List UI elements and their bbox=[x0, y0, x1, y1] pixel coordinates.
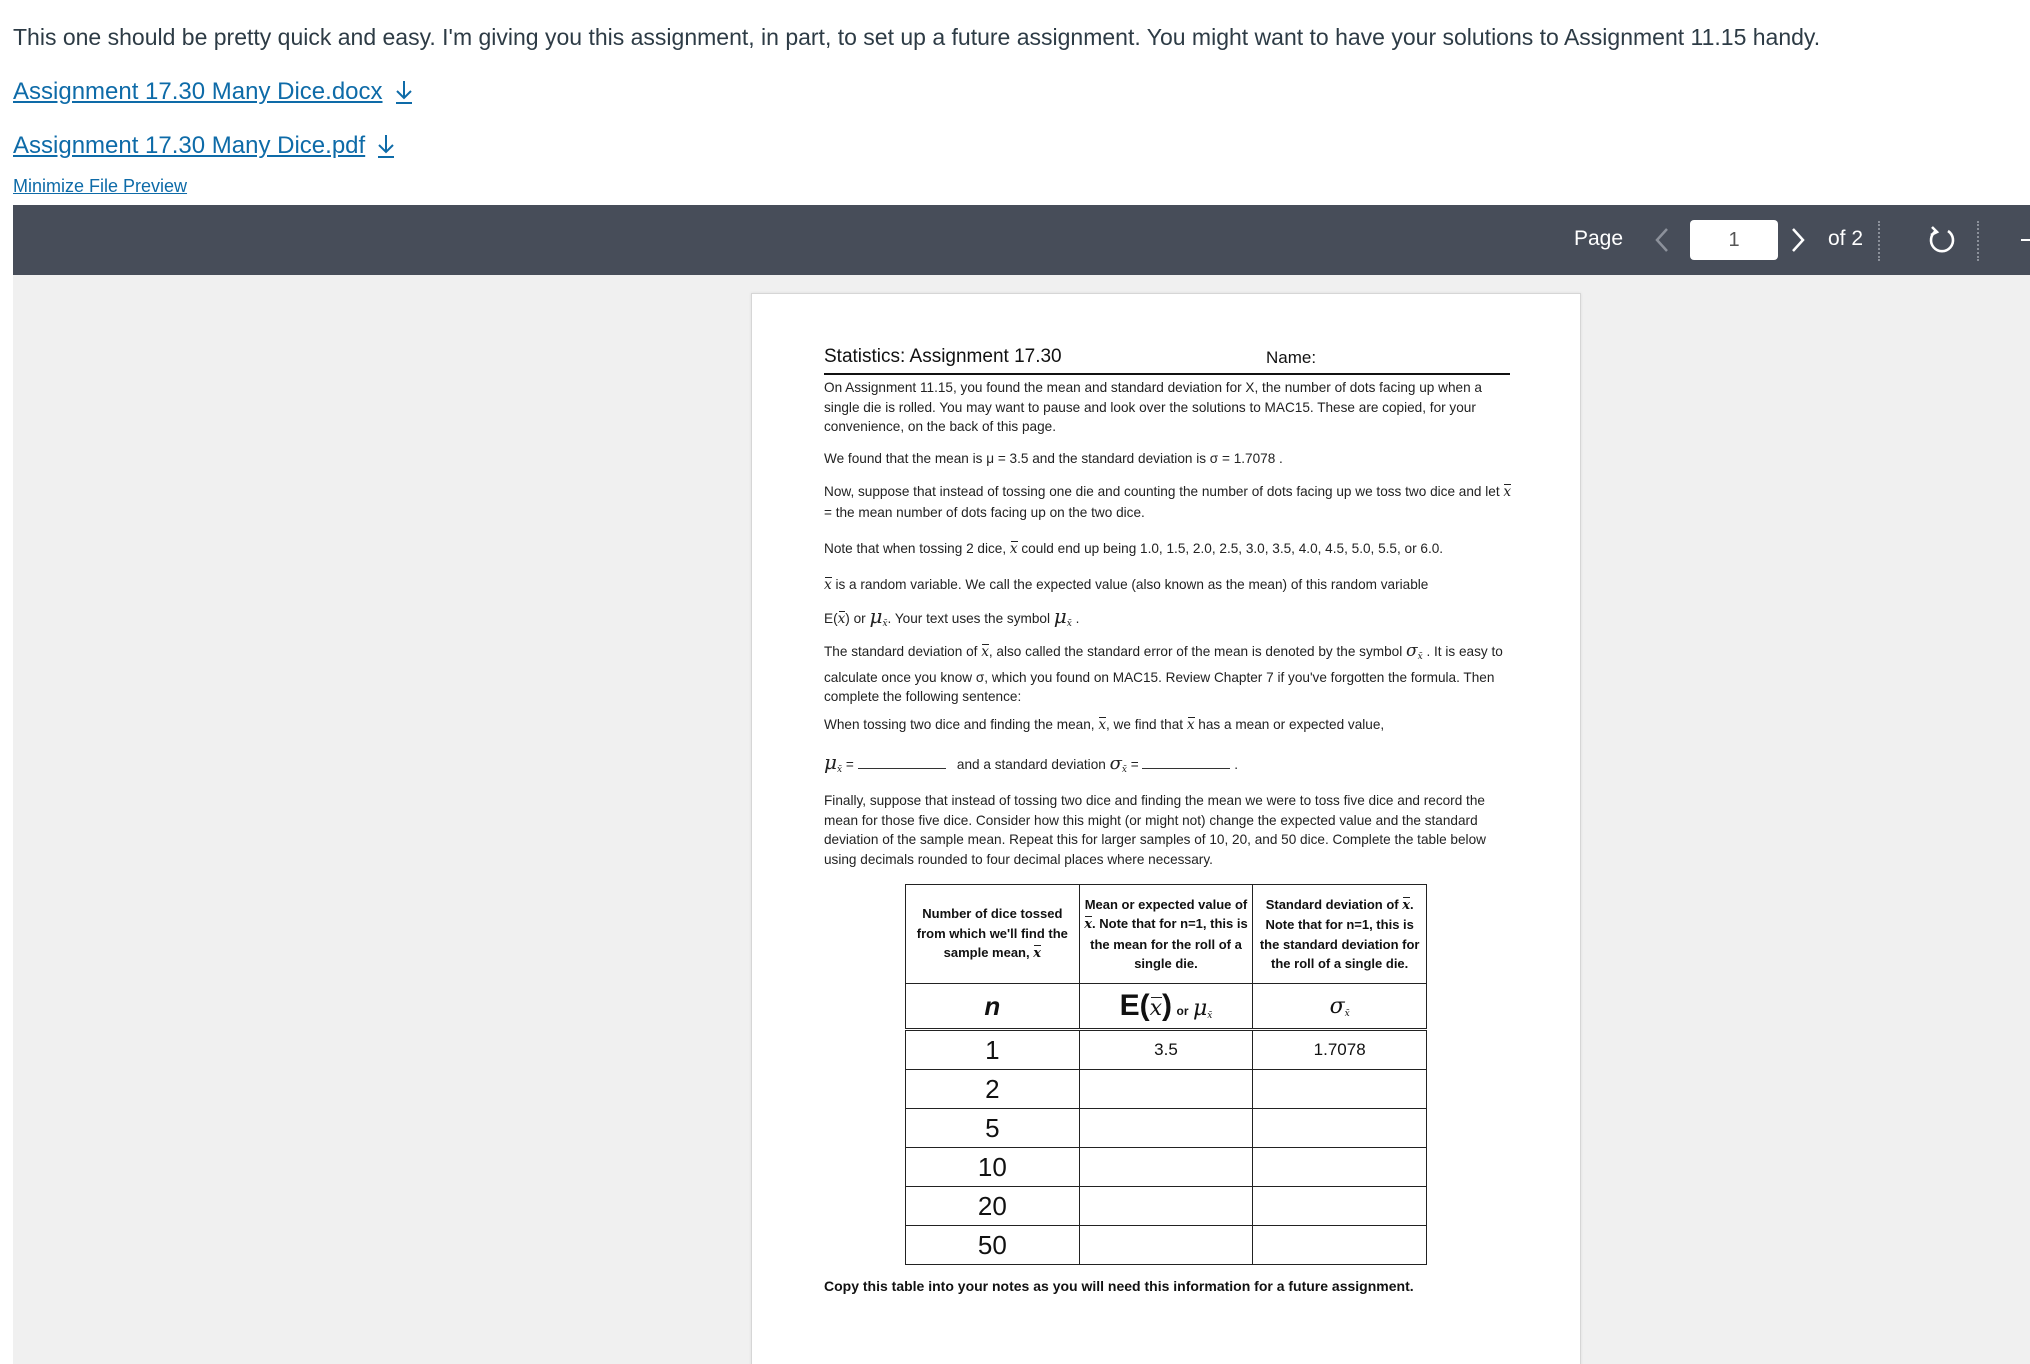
header-text: . Note that for n=1, this is the mean for the roll of a single die. bbox=[1090, 916, 1248, 971]
header-text: Number of dice tossed from which we'll find the sample mean, bbox=[916, 906, 1068, 961]
assignment-intro: This one should be pretty quick and easy. I'm giving you this assignment, in part, to set up a future assignment. You might want to have your solutions to Assignment 11.15 handy. bbox=[13, 24, 1821, 50]
cell-n: 10 bbox=[906, 1148, 1080, 1187]
doc-paragraph: Finally, suppose that instead of tossing two dice and finding the mean we were to toss five dice and record the mean for those five dice. Consider how this might (or might not) change the expected value and the standard deviation of the sample mean. Repeat this for larger samples of 10, 20, and 50 dice. Complete the table below using decimals rounded to four decimal places where necessary. bbox=[824, 793, 1486, 867]
sigma-xbar-symbol: $\sigma_{x̄}$ bbox=[1109, 753, 1127, 775]
file-link-docx-label: Assignment 17.30 Many Dice.docx bbox=[13, 78, 383, 105]
table-row bbox=[906, 1030, 1427, 1070]
or-label: or bbox=[1176, 1004, 1189, 1018]
cell-n: 5 bbox=[906, 1109, 1080, 1148]
table-row bbox=[906, 1109, 1427, 1148]
cell-sd bbox=[1253, 1187, 1427, 1226]
mu-xbar-symbol: $\mu_{x̄}$ bbox=[1192, 996, 1213, 1021]
doc-name-label: Name: bbox=[1266, 348, 1317, 367]
doc-text: It is easy to calculate once you know σ, which you found on MAC15. Review Chapter 7 if you've forgotten the formula. Then complete the following sentence: bbox=[824, 644, 1503, 704]
doc-text: When tossing two dice and finding the mean, bbox=[824, 717, 1095, 732]
cell-mean: 3.5 bbox=[1079, 1030, 1253, 1070]
dice-table bbox=[905, 884, 1427, 1265]
symbol-cell-sd bbox=[1253, 984, 1427, 1030]
xbar-symbol: x bbox=[1098, 716, 1106, 736]
mu-xbar-symbol: $\mu_{x̄}$ bbox=[1053, 604, 1072, 629]
page-label: Page bbox=[1574, 227, 1624, 250]
doc-paragraph bbox=[824, 482, 1514, 522]
table-row bbox=[906, 1070, 1427, 1109]
symbol-cell-n bbox=[906, 984, 1080, 1030]
xbar-symbol: x bbox=[824, 576, 832, 596]
file-link-pdf-label: Assignment 17.30 Many Dice.pdf bbox=[13, 132, 366, 159]
cell-sd bbox=[1253, 1148, 1427, 1187]
doc-text: and a standard deviation bbox=[956, 757, 1106, 772]
table-header-n bbox=[906, 885, 1080, 984]
toolbar-divider bbox=[1977, 221, 1979, 261]
doc-paragraph bbox=[824, 539, 1514, 560]
doc-text: = the mean number of dots facing up on the two dice. bbox=[824, 504, 1145, 520]
doc-text: has a mean or expected value, bbox=[1198, 717, 1385, 732]
doc-paragraph: $\mu_{x̄}$ = and a standard deviation $\sigma_{x̄}$ = . bbox=[824, 750, 1239, 775]
cell-sd bbox=[1253, 1109, 1427, 1148]
cell-n: 1 bbox=[906, 1030, 1080, 1070]
file-link-docx[interactable] bbox=[13, 78, 415, 106]
table-header-sd bbox=[1253, 885, 1427, 984]
title-divider bbox=[824, 373, 1510, 375]
doc-text: , we find that bbox=[1105, 717, 1184, 732]
doc-text: ) or bbox=[845, 611, 866, 626]
table-row bbox=[906, 1187, 1427, 1226]
cell-mean bbox=[1079, 1070, 1253, 1109]
page-number-input[interactable] bbox=[1690, 220, 1778, 260]
minimize-preview-link[interactable]: Minimize File Preview bbox=[13, 176, 188, 196]
file-preview bbox=[13, 205, 2030, 1364]
rotate-icon[interactable] bbox=[1925, 223, 1959, 257]
doc-text: could end up being 1.0, 1.5, 2.0, 2.5, 3.0, 3.5, 4.0, 4.5, 5.0, 5.5, or 6.0. bbox=[1021, 541, 1444, 556]
mu-xbar-symbol: $\mu_{x̄}$ bbox=[869, 604, 888, 629]
cell-mean bbox=[1079, 1148, 1253, 1187]
sigma-xbar-symbol: $\sigma_{x̄}$ bbox=[1329, 993, 1350, 1019]
page-count: of 2 bbox=[1828, 227, 1864, 250]
n-symbol: n bbox=[984, 990, 1001, 1021]
download-icon[interactable] bbox=[393, 79, 415, 105]
doc-paragraph: On Assignment 11.15, you found the mean and standard deviation for X, the number of dots facing up when a single die is rolled. You may want to pause and look over the solutions to MAC15. These are copied, for your convenience, on the back of this page. bbox=[824, 380, 1482, 434]
cell-mean bbox=[1079, 1109, 1253, 1148]
zoom-out-icon[interactable] bbox=[2021, 239, 2030, 241]
chevron-left-icon[interactable] bbox=[1647, 223, 1677, 257]
doc-text: , also called the standard error of the mean is denoted by the symbol bbox=[988, 644, 1403, 659]
xbar-symbol: x bbox=[1187, 716, 1195, 736]
xbar-symbol: x bbox=[1503, 483, 1511, 503]
doc-paragraph bbox=[824, 575, 1514, 596]
xbar-symbol: x bbox=[1010, 540, 1018, 560]
doc-text: Now, suppose that instead of tossing one die and counting the number of dots facing up we toss two dice and let bbox=[824, 484, 1500, 499]
doc-text: is a random variable. We call the expected value (also known as the mean) of this random variable bbox=[835, 577, 1429, 592]
header-text: Standard deviation of bbox=[1265, 896, 1399, 912]
file-link-pdf[interactable] bbox=[13, 132, 397, 160]
xbar-symbol: x bbox=[1402, 896, 1410, 916]
table-symbol-row bbox=[906, 984, 1427, 1030]
table-header-mean bbox=[1079, 885, 1253, 984]
download-icon[interactable] bbox=[375, 133, 397, 159]
header-text: . Note that for n=1, this is the standard deviation for the roll of a single die. bbox=[1259, 896, 1420, 971]
table-header-row bbox=[906, 885, 1427, 984]
sigma-xbar-symbol: $\sigma_{x̄}$ bbox=[1406, 641, 1423, 662]
doc-paragraph: We found that the mean is μ = 3.5 and the standard deviation is σ = 1.7078 . bbox=[824, 451, 1283, 466]
xbar-symbol: x bbox=[1033, 944, 1041, 964]
doc-text: The standard deviation of bbox=[824, 644, 978, 659]
mu-xbar-symbol: $\mu_{x̄}$ bbox=[824, 750, 843, 775]
cell-n: 50 bbox=[906, 1226, 1080, 1265]
table-row bbox=[906, 1226, 1427, 1265]
cell-mean bbox=[1079, 1187, 1253, 1226]
cell-n: 20 bbox=[906, 1187, 1080, 1226]
cell-sd bbox=[1253, 1070, 1427, 1109]
cell-sd bbox=[1253, 1226, 1427, 1265]
xbar-symbol: x bbox=[1149, 996, 1163, 1021]
document-page bbox=[751, 293, 1581, 1364]
doc-title: Statistics: Assignment 17.30 bbox=[824, 346, 1062, 367]
expectation-close: ) bbox=[1162, 989, 1173, 1022]
cell-sd: 1.7078 bbox=[1253, 1030, 1427, 1070]
xbar-symbol: x bbox=[981, 643, 989, 663]
cell-mean bbox=[1079, 1226, 1253, 1265]
xbar-symbol: x bbox=[838, 610, 846, 630]
cell-n: 2 bbox=[906, 1070, 1080, 1109]
doc-text: . Your text uses the symbol bbox=[887, 611, 1050, 626]
header-text: Mean or expected value of bbox=[1084, 896, 1248, 912]
answer-blank-mean[interactable] bbox=[858, 768, 946, 769]
doc-paragraph: E(x) or $\mu_{x̄}$. Your text uses the symbol $\mu_{x̄}$ . bbox=[824, 604, 1080, 629]
chevron-right-icon[interactable] bbox=[1783, 223, 1813, 257]
table-note: Copy this table into your notes as you will need this information for a future assignment. bbox=[824, 1278, 1414, 1294]
answer-blank-sd[interactable] bbox=[1142, 768, 1230, 769]
symbol-cell-mean bbox=[1079, 984, 1253, 1030]
xbar-symbol: x bbox=[1084, 915, 1092, 935]
toolbar-divider bbox=[1878, 221, 1880, 261]
doc-paragraph: The standard deviation of x, also called the standard error of the mean is denoted by the symbol $\sigma_{x̄}$ . It is easy to calculate once you know σ, which you found on MAC15. Review Chapter 7 if you've forgotten the formula. Then complete the following sentence: bbox=[824, 641, 1503, 704]
doc-text: Note that when tossing 2 dice, bbox=[824, 541, 1007, 556]
preview-toolbar bbox=[13, 205, 2030, 275]
doc-paragraph bbox=[824, 715, 1514, 736]
table-row bbox=[906, 1148, 1427, 1187]
expectation-open: E( bbox=[1119, 989, 1150, 1022]
doc-text: E( bbox=[824, 611, 838, 626]
